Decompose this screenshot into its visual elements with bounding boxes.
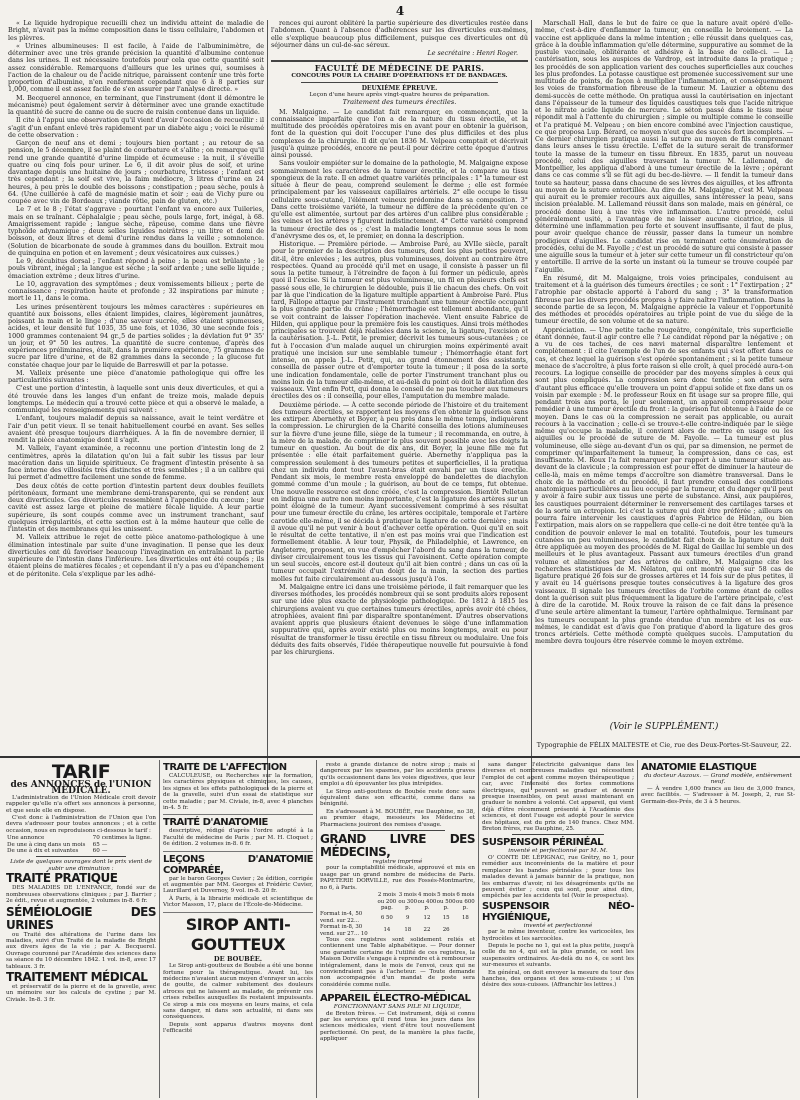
article-column-1 xyxy=(8,20,264,732)
tarif-table xyxy=(6,835,156,854)
paragraph: « Le liquide hydropique recueilli chez un individu atteint de maladie de Bright, n'avait pas la même composition dans le tissu cellulaire, l'abdomen et les plèvres. xyxy=(8,20,264,42)
liste-title: Liste de quelques ouvrages dont le prix vient de subir une diminution : xyxy=(10,859,152,872)
lecons-title: LEÇONS D'ANATOMIE COMPARÉE, xyxy=(163,853,313,876)
sirop-title: SIROP ANTI-GOUTTEUX xyxy=(185,914,291,954)
neohyg-title: SUSPENSOIR NÉO-HYGIÉNIQUE, xyxy=(482,900,634,923)
suspensoir-title: SUSPENSOIR PÉRINÉAL xyxy=(482,837,604,849)
tarif-price: 65 xyxy=(92,841,100,848)
ad-column-rule xyxy=(316,760,317,1098)
tarif-subtitle: des ANNONCES de l'UNION MÉDICALE. xyxy=(10,780,152,797)
tarif-label: De une à cinq dans un mois xyxy=(7,841,86,848)
paragraph: M. Becquerel annonce, en terminant, que l'instrument (dont il démontre le mécanisme) peut également servir à déterminer avec une grande exactitude la quantité de sucre de canne ou de sucre de raisin contenue dans un liquide. xyxy=(8,93,264,116)
price-head: 5 mois xyxy=(437,892,456,899)
paragraph: par le baron Georges Cuvier ; 2e édition, corrigée et augmentée par MM. Georges et Frédéric Cuvier, Laurillard et Duvernoy, 9 vol. in-8. 20 fr. xyxy=(163,875,313,895)
price-cell: 18 xyxy=(404,927,412,934)
ad-column-5 xyxy=(641,762,795,1096)
paragraph: M. Malgaigne. — Le candidat fait remarquer, en commençant, que la connaissance imparfaite que l'on a de la nature du tissu érectile, et la multitude des procédés opératoires mis en avant pour en obtenir la guérison, font de la question qui doit l'occuper l'une des plus difficiles et des plus complexes de la chirurgie. Il dit qu'en 1836 M. Velpeau comptait et décrivait jusqu'à quinze procédés, encore ne peut-il pour décrire cette époque d'autres ainsi poussé. xyxy=(271,107,528,159)
appareil-title: APPAREIL ÉLECTRO-MÉDICAL xyxy=(320,993,471,1005)
divider xyxy=(301,82,498,83)
traitement-title: TRAITEMENT MÉDICAL xyxy=(6,969,148,984)
paragraph: M. Valleix présente une pièce d'anatomie pathologique qui offre les particularités suivantes : xyxy=(8,368,264,384)
price-head: 2 mois xyxy=(377,892,396,899)
price-cell: 15 xyxy=(442,914,450,921)
divider xyxy=(350,990,445,991)
price-cell: 26 xyxy=(442,927,450,934)
paragraph: En s'adressant à M. BOUBÉE, rue Dauphine, no 38, au premier étage, messieurs les Médecins et Pharmaciens jouiront des remises d'usage. xyxy=(320,808,475,828)
ads-divider xyxy=(0,756,800,758)
divider xyxy=(36,856,126,857)
paragraph: C'est donc à l'administration de l'Union que l'on devra s'adresser pour toutes annonces ; et à cette occasion, nous en reproduisons ci-dessous le tarif : xyxy=(6,815,156,834)
ad-block xyxy=(163,762,313,815)
price-head: ou 200 pag. xyxy=(377,898,397,911)
price-head: ou 500 p. xyxy=(436,898,456,911)
price-head: ou 300 p. xyxy=(398,898,418,911)
price-table xyxy=(320,892,475,937)
suspensoir-suffix: inventé et perfectionné par M. M. xyxy=(508,848,608,855)
paragraph: Historique. — Première période. — Ambroise Paré, au XVIIe siècle, paraît pour le premier de la description des tumeurs, dont les plus petites peuvent, dit-il, être enlevées ; les autres, plus volumineuses, doivent au contraire être respectées. Quand au procédé qu'il met en usage, il consiste à passer un fil sous la petite tumeur, à l'étreindre de façon à lui former un pédicule, après quoi il l'excise. Si la tumeur est plus volumineuse, un fil en plusieurs chefs est passé sous elle, le chirurgien le dédouble, puis il lie chacun des chefs. On voit par là que l'indication de la ligature multiple appartient à Ambroise Paré. Plus tard, Fallope attaque par l'instrument tranchant une tumeur érectile occupant la plus grande partie du crâne ; l'hémorrhagie est tellement abondante, qu'il se voit contraint de laisser l'opération inachevée. Vient ensuite Fabrice de Hilden, qui applique pour la première fois les caustiques. Ainsi trois méthodes principales se trouvent déjà réalisées dans la science, la ligature, l'excision et la cautérisation. J.-L. Petit, le premier, décrivit les tumeurs sous-cutanées ; ce fut à l'occasion d'un malade auquel un chirurgien moins expérimenté avait pratiqué une incision sur une semblable tumeur ; l'hémorrhagie étant fort intense, on appela J.-L. Petit, qui, au grand étonnement des assistants, conseilla de passer outre et d'emporter toute la tumeur ; il posa de la sorte une indication fondamentale, celle de porter l'instrument tranchant plus ou moins loin de la tumeur elle-même, et au-delà du point où doit la dilatation des vaisseaux. Vint enfin Pott, qui donna le conseil de ne pas toucher aux tumeurs érectiles des os : il conseilla, pour elles, l'amputation du membre malade. xyxy=(271,240,528,401)
table-row xyxy=(320,924,475,937)
price-cell: 12 xyxy=(423,914,431,921)
neohyg-suffix: inventé et perfectionné xyxy=(523,922,593,929)
tarif-label: Une annonce xyxy=(7,835,45,842)
article-column-3 xyxy=(535,20,793,720)
grand-livre-suffix: registre imprimé xyxy=(372,859,423,866)
paragraph: Le 10, aggravation des symptômes ; deux vomissements bilieux ; perte de connaissance ; respiration haute et profonde ; 32 inspirations par minute ; mort le 11, dans le coma. xyxy=(8,279,264,303)
paragraph: C'est une portion d'intestin, à laquelle sont unis deux diverticules, et qui a été trouvée dans les langes d'un enfant de treize mois, malade depuis longtemps. Le médecin qui a trouvé cette pièce et qui a observé le malade, a communiqué les renseignements qui suivent : xyxy=(8,384,264,414)
anatomie-elastique-title: ANATOMIE ÉLASTIQUE xyxy=(641,762,757,773)
price-cell: 18 xyxy=(461,914,469,921)
ad-column-rule xyxy=(637,760,638,1098)
paragraph: « Urines albumineuses: Il est facile, à l'aide de l'albuminimètre, de déterminer avec une très grande précision la quantité d'albumine contenue dans les urines. Il est nécessaire toutefois pour cela que cette quantité soit assez considérable. Remarquons d'ailleurs que les urines qui, soumises à l'action de la chaleur ou de l'acide nitrique, paraissent contenir une très forte proportion d'albumine, n'en renferment cependant que 6 à 8 parties sur 1,000, comme il est assez facile de s'en assurer par l'analyse directe. » xyxy=(8,41,264,94)
table-row xyxy=(6,848,156,854)
section-divider xyxy=(271,60,528,62)
paragraph: Tous ces registres sont solidement reliés et contiennent une Table alphabétique. — Pour donner une garantie certaine de l'utilité de ces registres, la Maison Dorville s'engage à reprendre et à rembourser intégralement, dans le mois de l'envoi, ceux qui ne conviendraient pas à l'acheteur. — Toute demande non accompagnée d'un mandat de poste sera considérée comme nulle. xyxy=(320,936,475,988)
tarif-unit: — xyxy=(101,848,108,855)
semeiologie-title: SÉMÉIOLOGIE DES URINES xyxy=(6,904,156,932)
price-cell: 6 50 xyxy=(380,914,393,921)
ad-block xyxy=(163,817,313,851)
paragraph: Garçon de neuf ans et demi ; toujours bien portant ; au retour de sa pension, le 5 décembre, il se plaint de courbature et s'alite ; on remarque qu'il rend une grande quantité d'urine limpide et écumeuse : la nuit, il s'éveille quatre ou cinq fois pour uriner. Le 6, il dit avoir plus de soif, et urine davantage depuis une huitaine de jours ; courbature, tristesse ; l'enfant est très cependant ; la soif est vive, la faim médiocre, 3 litres d'urine en 24 heures, à peu près le double des boissons ; constipation ; peau sèche, pouls à 64. (Une cuillerée à café de magnésie matin et soir ; eau de Vichy pure ou coupée avec vin de Bordeaux ; viande rôtie, pain de gluten, etc.) xyxy=(8,139,264,205)
paragraph: rences qui auront oblitéré la partie supérieure des diverticules restée dans l'abdomen. Quant à l'absence d'adhérences sur les diverticules eux-mêmes, elle s'explique beaucoup plus difficilement, puisque ces diverticules ont dû séjourner dans un cul-de-sac séreux. xyxy=(271,20,528,49)
faculty-title: FACULTÉ DE MÉDECINE DE PARIS. xyxy=(314,63,485,74)
price-cell: 14 xyxy=(383,927,391,934)
concours-title: CONCOURS POUR LA CHAIRE D'OPÉRATIONS ET DE BANDAGES. xyxy=(291,72,508,79)
paragraph: L'administration de l'Union Médicale croit devoir rappeler qu'elle n'a offert ses annonces à personne, et que seule elle en dispose. xyxy=(6,794,156,814)
price-head: 3 mois xyxy=(398,892,417,899)
paragraph: Le 7 et le 8 ; l'état s'aggrave : pourtant l'enfant va encore aux Tuileries, mais en se traînant. Céphalalgie ; peau sèche, pouls large, fort, inégal, à 68. Amaigrissement rapide ; langue sèche, râpeuse, comme dans une fièvre typhoïde adynamique ; deux selles liquides noirâtres ; un litre et demi de boisson, et deux litres et demi d'urine rendus dans la veille ; somnolence. (Solution de bicarbonate de soude à grammes dans du bouillon. Extrait mou de quinquina en potion et en lavement ; deux vésicatoires aux cuisses.) xyxy=(8,205,264,257)
paragraph: sans danger l'électricité galvanique dans les diverses et nombreuses maladies qui nécessitent l'emploi de cet agent comme moyen thérapeutique ; car, avec l'intensité des fortes commotions électriques, qui peuvent se graduer et devenir presque insensibles, on peut aussi maintenant en graduer le nombre à volonté. Cet appareil, qui vient déjà d'être récemment présenté à l'Académie des sciences, et dont l'usage est adopté pour le service des hôpitaux, est du prix de 140 francs. Chez MM. Breton frères, rue Dauphine, 25. xyxy=(482,762,634,833)
tarif-price: 70 xyxy=(92,835,100,842)
table-row xyxy=(320,899,475,912)
appareil-suffix: FONCTIONNANT SANS PILE NI LIQUIDE, xyxy=(333,1004,462,1011)
tarif-title: TARIF xyxy=(51,762,111,783)
paragraph: descriptive, rédigé d'après l'ordre adopté à la Faculté de médecine de Paris ; par M. H. Cloquet ; 6e édition. 2 volumes in-8. 6 fr. xyxy=(163,828,313,848)
price-head: ou 600 p. xyxy=(456,898,475,911)
price-head: 6 mois xyxy=(456,892,475,899)
paragraph: par le même inventeur, contre les varicocèles, les hydrocèles et les sarcocèles. xyxy=(482,929,634,942)
price-label: Format in-4, 50 vend. sur 22... xyxy=(320,911,363,924)
paragraph: CALCULEUSE, ou Recherches sur la formation, les caractères physiques et chimiques, les causes, les signes et les effets pathologiques de la pierre et de la gravelle, suivi d'un essai de statistique sur cette maladie ; par M. Civiale, in-8, avec 4 planches in-4. 5 fr. xyxy=(163,773,313,812)
faculty-header xyxy=(271,65,528,106)
ad-column-4 xyxy=(482,762,634,1096)
price-cell: 9 xyxy=(406,914,410,921)
paragraph: Le Sirop anti-goutteux de Boubée reste donc sans équivalent dans son efficacité, comme dans sa bénignité. xyxy=(320,788,475,808)
paragraph: M. Malgaigne entre ici dans une troisième période, il fait remarquer que les diverses méthodes, les procédés nombreux qui se sont produits alors reposent sur une idée plus exacte de physiologie pathologique. De 1812 à 1815 les chirurgiens avaient vu que certaines tumeurs érectiles, après avoir été chées, atrophiées, avaient fini par disparaître spontanément. D'autres observations avaient appris que plusieurs étaient devenues le siège d'une inflammation suppurative qui, après avoir existé plus ou moins longtemps, avait eu pour résultat de transformer le tissu érectile en tissu fibreux ou modulaire. Une fois déduits des faits observés, l'idée thérapeutique nouvelle fut poursuivie à fond par les chirurgiens. xyxy=(271,582,528,656)
divider xyxy=(512,834,604,835)
traite-pratique-title: TRAITÉ PRATIQUE xyxy=(6,871,118,886)
paragraph: — À vendre 1,600 francs au lieu de 3,000 francs, avec facilités. — S'adresser à M. Joseph, 2, rue St-Germain-des-Prés, de 3 à 5 heures. xyxy=(641,785,795,805)
paragraph: Il cite à l'appui une observation qu'il vient d'avoir l'occasion de recueillir : il s'agit d'un enfant enlevé très rapidement par un diabète aigu ; voici le résumé de cette observation : xyxy=(8,116,264,139)
price-head: ou 400 p. xyxy=(417,898,437,911)
page-number: 4 xyxy=(395,4,405,18)
paragraph: Sans vouloir empiéter sur le domaine de la pathologie, M. Malgaigne expose sommairement les caractères de la tumeur érectile, et la compare au tissu spongieux de la rate. Il en admet quatre variétés principales : 1° la tumeur est située à fleur de peau, comprend seulement le derme ; elle est formée principalement par les vaisseaux capillaires artériels. 2° elle occupe le tissu cellulaire sous-cutané, l'élément veineux prédomine dans sa composition. 3° Dans cette troisième variété, la tumeur ne diffère de la précédente qu'en ce qu'elle est alimentée, surtout par des artères d'un calibre plus considérable ; les veines et les artères y figurent indistinctement. 4° Cette variété comprend la tumeur érectile des os ; c'est la maladie longtemps connue sous le nom d'anévrysme des os, et, le premier, en donna la description. xyxy=(271,159,528,240)
sirop-subtitle: DE BOUBÉE. xyxy=(213,954,263,963)
divider xyxy=(350,830,445,831)
paragraph: Le Sirop anti-goutteux de Boubée a été une bonne fortune pour la thérapeutique. Avant lui, les médecins n'avaient aucun moyen d'enrayer un accès de goutte, de calmer subitement des douleurs atroces qui ne laissent au malade, de prévenir ces crises rebelles auxquelles ils restaient impuissants. Ce sirop a mis ces moyens en leurs mains, et cela sans danger, ni dans son actualité, ni dans ses conséquences. xyxy=(163,963,313,1021)
paragraph: M. Valleix, l'ayant examinée, a reconnu une portion d'intestin long de 2 centimètres, après la dilatation qu'on lui a fait subir les tissus par leur macération dans un liquide spiritueux. Ce fragment d'intestin présente à sa face interne des villosités très distinctes et très sensibles ; il a un calibre qui lui permet d'admettre facilement une sonde de femme. xyxy=(8,444,264,482)
table-row xyxy=(320,911,475,924)
price-cell: 22 xyxy=(423,927,431,934)
lecon-note: Leçon d'une heure après vingt-quatre heures de préparation. xyxy=(309,92,490,98)
paragraph: de Breton frères. — Cet instrument, déjà si connu par les services qu'il rend tous les jours dans les sciences médicales, vient d'être tout nouvellement perfectionné. On peut, de la manière la plus facile, appliquer xyxy=(320,1010,475,1043)
paragraph: Les urines présentèrent toujours les mêmes caractères : supérieures en quantité aux boissons, elles étaient limpides, claires, légèrement jaunâtres, poissant la main et le linge ; d'une saveur sucrée, elles étaient spumeuses, acides, et leur densité fut 1035, 35 une fois, et 1036, 30 une seconde fois ; 1000 grammes contenaient 94 gr.,5 de parties solides ; la dévlation fut 9° 35' un jour, et 9° 50 les autres. La quantité de sucre contenue, d'après des expériences préliminaires, était, dans la première expérience, 75 grammes de sucre par litre d'urine, et de 82 grammes dans la seconde ; la glucose fut constatée chaque jour par le liquide de Barreswill et par la potasse. xyxy=(8,302,264,369)
paragraph: Le 9, décubitus dorsal ; l'enfant répond à peine ; la peau est brûlante ; le pouls vibrant, inégal ; la langue est sèche ; la soif ardente ; une selle liquide ; émaciation extrême ; deux litres d'urine. xyxy=(8,257,264,280)
paragraph: Deuxième période. — À cette seconde période de l'histoire et du traitement des tumeurs érectiles, se rapportent les moyens d'en obtenir la guérison sans les extirper. Abernethy et Boyer, à peu près dans le même temps, indiquèrent la compression. Le chirurgien de la Charité conseilla des lotions alumineuses sur la fièvre d'une jeune fille, siège de la tumeur ; il recommanda, en outre, à la mère de la malade, de comprimer le plus souvent possible avec les doigts la tumeur en question. Au bout de dix ans, dit Boyer, la jeune fille me fut présentée : elle était parfaitement guérie. Abernethy n'appliqua pas la compression seulement à des tumeurs petites et superficielles, il la pratiqua chez un individu dont tout l'avant-bras était envahi par un tissu érectile. Pendant six mois, le membre resta enveloppé de bandelettes de diachylon gommé comme d'un moule ; la guérison, au bout de ce temps, fut obtenue. Une nouvelle ressource est donc créée, c'est la compression. Bientôt Pelletan en indiqua une autre non moins importante, c'est la ligature des artères sur un point éloigné de la tumeur. Ayant successivement comprimé à ses résultat pour une tumeur érectile du crâne, les artères occipitale, temporale et l'artère carotide elle-même, il se décida à pratiquer la ligature de cette dernière ; mais il avoue qu'il ne put venir à bout d'achever cette opération. Quoi qu'il en soit le résultat de cette tentative, il n'en est pas moins vrai que l'indication est formellement établie. À leur tour, Physik, de Philadelphie, et Lawrence, en Angleterre, proposent, en vue d'empêcher l'abord du sang dans la tumeur, de diviser circulairement tous les tissus qui l'avoisinent. Cette opération compte un seul succès, encore est-il douteux qu'il ait bien contré ; dans un cas où la tumeur occupait l'extrémité d'un doigt de la main, la section des parties molles fut faite circulairement au-dessous jusqu'à l'os. xyxy=(271,400,528,583)
section-title: Traitement des tumeurs érectiles. xyxy=(342,98,457,107)
paragraph: Appréciation. — Une petite tache rougeâtre, congénitale, très superficielle étant donnée, faut-il agir contre elle ? Le candidat répond par la négative ; on a vu de ces taches, de ces nævi maternal disparaître lentement et complètement : il cite l'exemple de l'un de ses enfants qui s'est offert dans ce cas, et chez lequel la guérison s'est opérée spontanément ; si la petite tumeur menace de s'accroître, à plus forte raison si elle croît, à quel procédé aura-t-on recours. La logique conseille de procéder par des moyens simples à ceux qui sont plus compliqués. La compression sera donc tentée ; son effet sera d'autant plus efficace qu'elle trouvera un point d'appui solide et fixe dans un os voisin par exemple : M. le professeur Roux en fit usage sur sa propre fille, qui pendant trois ans porta, le jour seulement, un appareil compresseur pour remédier à une tumeur érectile du front : la guérison fut obtenue à l'aide de ce moyen. Dans le cas où la compression ne serait pas applicable, ou aurait recours à la vaccination ; celle-ci se trouve-t-elle contre-indiquée par le siège même qu'occupe la maladie, il convient alors de mettre en usage ou les aiguilles ou le procédé de suture de M. Fayolle. — La tumeur est plus volumineuse, elle siège au-devant d'un os qui, par sa dimension, ne permet de comprimer qu'imparfaitement la tumeur, la compression, dans ce cas, est insuffisante. M. Roux l'a fait remarquer par rapport à une tumeur située au-devant de la clavicule ; la compression est pour effet de diminuer la hauteur de celle-là, mais en même temps d'accroître son diamètre transversal. Dans le choix de la méthode et du procédé, il faut prendre conseil des conditions anatomiques particulières au lieu occupé par la tumeur, et du danger qu'il peut y avoir à faire subir aux tissus une perte de substance. Ainsi, aux paupières, les caustiques pourraient déterminer le renversement des cartilages tarses et de la sorte un ectropion. Ici c'est la suture qui doit être préférée ; ailleurs on pourra faire intervenir les caustiques d'après Fabrice de Hildan, ou bien l'extirpation, mais alors on se rappellera que celle-ci ne doit être tentée qu'à la condition de pouvoir enlever le mal en totalité. Toutefois, pour les tumeurs cutanées un peu volumineuses, le candidat fait choix de la ligature qui doit être appliquée au moyen des procédés de M. Rigal de Gaillac lui semble un des meilleurs et le plus avantageux. Passant aux tumeurs érectiles d'un grand volume et alimentées par des artères de calibre, M. Malgaigne cite les recherches statistiques de M. Nélaton, qui ont montré que sur 58 cas de ligature pratiqué 26 fois sur de grosses artères et 14 fois sur de plus petites, il y avait eu 14 guérisons presque toutes consécutives à la ligature des gros vaisseaux. Il signale les tumeurs érectiles de l'orbite comme étant de celles dont la guérison suit plus fréquemment la ligature de l'artère principale, c'est à dire de la carotide. M. Roux trouve la raison de ce fait dans la présence d'une seule artère alimentant la tumeur, l'artère ophthalmique. Terminant par les tumeurs occupant la plus grande étendue d'un membre et les os eux-mêmes, le candidat est d'avis que l'on pratique d'abord la ligature des gros troncs artériels. Cette méthode compte quelques succès. L'amputation du membre devra toujours être réservée comme le moyen extrême. xyxy=(535,325,793,646)
ad-column-rule xyxy=(478,760,479,1098)
paragraph: pour la comptabilité médicale, approuvé et mis en usage par un grand nombre de médecins de Paris. PAPETERIE DORVILLE, rue des Fossés-Montmartre, no 6, à Paris. xyxy=(320,865,475,891)
tarif-label: De une à dix et suivantes xyxy=(7,848,79,855)
price-head: 4 mois xyxy=(417,892,436,899)
paragraph: L'enfant, toujours maladif depuis sa naissance, avait le teint verdâtre et l'air d'un petit vieux. Il se tenait habituellement courbé en avant. Ses selles avaient été presque toujours diarrhéiques. À la fin de novembre dernier, il rendit la pièce anatomique dont il s'agit. xyxy=(8,414,264,444)
column-rule xyxy=(267,20,268,790)
anatomie-elastique-suffix: du docteur Auzoux. — Grand modèle, entièrement neuf. xyxy=(644,773,792,786)
paragraph: M. Valleix attribue le rejet de cette pièce anatomo-pathologique à une élimination intestinale par suite d'une invagination. Il pense que les deux diverticules ont dû favoriser beaucoup l'invagination en entraînant la partie supérieure de l'intestin dans l'inférieure. Les diverticules ont été coupés ; ils étaient pleins de matières fécales ; et cependant il n'y a pas eu d'épanchement et de péritonite. Cela s'explique par les adhé- xyxy=(8,533,264,578)
paragraph: En résumé, dit M. Malgaigne, trois voies principales, conduisent au traitement et à la guérison des tumeurs érectiles ; ce sont : 1° l'extirpation ; 2° l'atrophie par obstacle apporté à l'abord du sang ; 3° la transformation fibreuse par les divers procédés propres à y faire naître l'inflammation. Dans la seconde partie de sa leçon, M. Malgaigne apprécie la valeur et l'opportunité des méthodes et procédés opératoires au triple point de vue du siège de la tumeur érectile, de son volume et de sa nature. xyxy=(535,273,793,326)
tarif-price: 60 xyxy=(92,848,100,855)
imprint: Typographie de FÉLIX MALTESTE et Cie, rue des Deux-Portes-St-Sauveur, 22. xyxy=(536,741,792,749)
paragraph: En général, on doit envoyer la mesure du tour des hanches, des organes et des sous-cuisses ; si l'on désire des sous-cuisses. (Affranchir les lettres.) xyxy=(482,969,634,989)
paragraph: O' CONTE DE LÉPIGNAC, rue Grétry, no 1, pour remédier aux inconvénients de la matière et pour remplacer les bandes périnéales ; pour tous les malades devant à jamais bannir de la pratique, non les embarras d'avoir, ni les désagréments qu'ils ne peuvent éviter ; ceux qui sont, pour ainsi dire, empêchés par les accidents tel (Voir le prospectus). xyxy=(482,854,634,900)
paragraph: Depuis sont apparus d'autres moyens dont l'efficacité xyxy=(163,1021,313,1035)
column-rule xyxy=(531,20,532,790)
ad-column-rule xyxy=(159,760,160,1098)
paragraph: À Paris, à la librairie médicale et scientifique de Victor Masson, 17, place de l'École-de-Médecine. xyxy=(163,895,313,909)
price-label: Format in-8, 30 vend. sur 27... 10 xyxy=(320,924,368,937)
article-column-2 xyxy=(271,20,528,732)
grand-livre-title: GRAND LIVRE DES MÉDECINS, xyxy=(320,832,475,860)
paragraph: Marschall Hall, dans le but de faire ce que la nature avait opéré d'elle-même, c'est-à-dire d'enflammer la tumeur, en conseilla le broiement. — La vaccine est appliquée dans la même intention ; elle réussit dans quelques cas, grâce à la double inflammation qu'elle détermine, suppurative au sommet de la pustule vaccinale, oblitérante et adhésive à la base de celle-ci. — La cautérisation, sous les auspices de Vardrop, est introduite dans la pratique ; les procédés de son application varient des couches superficielles aux couches les plus profondes. La potasse caustique est promenée successivement sur une multitude de points, de façon à multiplier l'inflammation, et conséquemment les voies de transformation fibreuse de la tumeur. M. Lauzier a obtenu des demi-succès de cette méthode. On pratiqua aussi la cautérisation en injectant dans l'épaisseur de la tumeur des liquides caustiques tels que l'acide nitrique et le nitrate acide liquide de mercure. Le séton passé dans le tissu meur répondit mal à l'attente du chirurgien ; simple ou multiple comme le conseille et l'a pratiqué M. Velpeau ; on bien encore combiné avec l'injection caustique, ce que proposa Lup. Bérard, ce moyen n'eut que des succès fort incomplets. — Ce dernier chirurgien pratiqua aussi la suture au moyen de fils comprenant dans leurs anses le tissu érectile. L'effet de la suture serait de transformer toute la masse de la tumeur en tissu fibreux. En 1835, parut un nouveau procédé, celui des aiguilles traversant la tumeur. M. Lallemand, de Montpellier, les appliqua d'abord à une tumeur érectile de la lèvre ; opérant dans ce cas comme s'il se fût agi du bec-de-lièvre. — Il fendit la tumeur dans toute sa hauteur, passa dans chacune de ses lèvres des aiguilles, et les affronta au moyen de la suture entortillée. Au dire de M. Malgaigne, c'est M. Velpeau qui aurait eu le premier recours aux aiguilles, sans intéresser la peau, sans incision préalable. M. Lallemand réussit dans son malade, mais en général, ce procédé donne lieu à une très vive inflammation. L'autre procédé, celui généralement usité, a l'avantage de ne laisser aucune cicatrice, mais il déterminé une inflammation peu forte et souvent insuffisante, il faut de plus, pour avoir quelque chance de réussir, passer dans la tumeur un nombre prodigieux d'aiguilles. Le candidat rise en terminant cette énumération de procédés, celui de M. Fayolle ; c'est un procédé de suture qui consiste à passer une aiguille sous la tumeur et à jeter sur cette tumeur un fil constricteur qu'on y entortille. Il arrive de la sorte un instant où la tumeur se trouve coupée par l'aiguille. xyxy=(535,20,793,274)
supplement-note: (Voir le SUPPLÉMENT.) xyxy=(609,722,719,732)
ad-column-2 xyxy=(163,762,313,1096)
affection-title: TRAITÉ DE L'AFFECTION xyxy=(163,762,287,773)
paragraph: ou Traité des altérations de l'urine dans les maladies, suivi d'un Traité de la maladie de Bright aux divers âges de la vie ; par A. Becquerel. Ouvrage couronné par l'Académie des sciences dans sa séance du 10 décembre 1842. 1 vol. in-8, avec 17 tableaux. 3 fr. xyxy=(6,931,156,970)
anatomie-title: TRAITÉ D'ANATOMIE xyxy=(163,817,268,829)
ad-column-3 xyxy=(320,762,475,1096)
paragraph: Depuis le poche no 1, qui est la plus petite, jusqu'à celle du no 4, qui est la plus grande, ce sont les suspensoirs ordinaires. Au-delà du no 4, ce sont les sur-mesures et suivants. xyxy=(482,942,634,969)
secretary-signature: Le secrétaire : Henri Roger. xyxy=(427,49,518,57)
tarif-unit: — xyxy=(101,841,108,848)
paragraph: et préservatif de la pierre et de la gravelle, avec un mémoire sur les calculs de cystine ; par M. Civiale. In-8. 3 fr. xyxy=(6,983,156,1003)
paragraph: reste à grande distance de notre sirop ; mais si dangereux par les spasmes, par les accidents graves qu'ils occasionnent dans les voies digestives, que leur emploi a dû épouvanter les plus intrépides. xyxy=(320,762,475,788)
ad-block xyxy=(163,854,313,913)
tarif-unit: centimes la ligne. xyxy=(101,835,152,842)
epreuve-title: DEUXIÈME ÉPREUVE. xyxy=(361,84,438,92)
paragraph: Des deux côtés de cette portion d'intestin partent deux doubles feuillets péritonéaux, formant une membrane demi-transparente, qui se rendent aux deux diverticules. Ces diverticules ressemblent à l'appendice du cæcum ; leur cavité est assez large et pleine de matière fécale liquide. À leur partie supérieure, ils sont coupés comme avec un instrument tranchant, sauf quelques irrégularités, et cette section est à la même hauteur que celle de l'intestin et des membranes qui les unissent. xyxy=(8,481,264,533)
ad-column-1 xyxy=(6,762,156,1096)
paragraph: DES MALADIES DE L'ENFANCE, fondé sur de nombreuses observations cliniques ; par J. Barrier ; 2e édit., revue et augmentée, 2 volumes in-8. 6 fr. xyxy=(6,885,156,905)
